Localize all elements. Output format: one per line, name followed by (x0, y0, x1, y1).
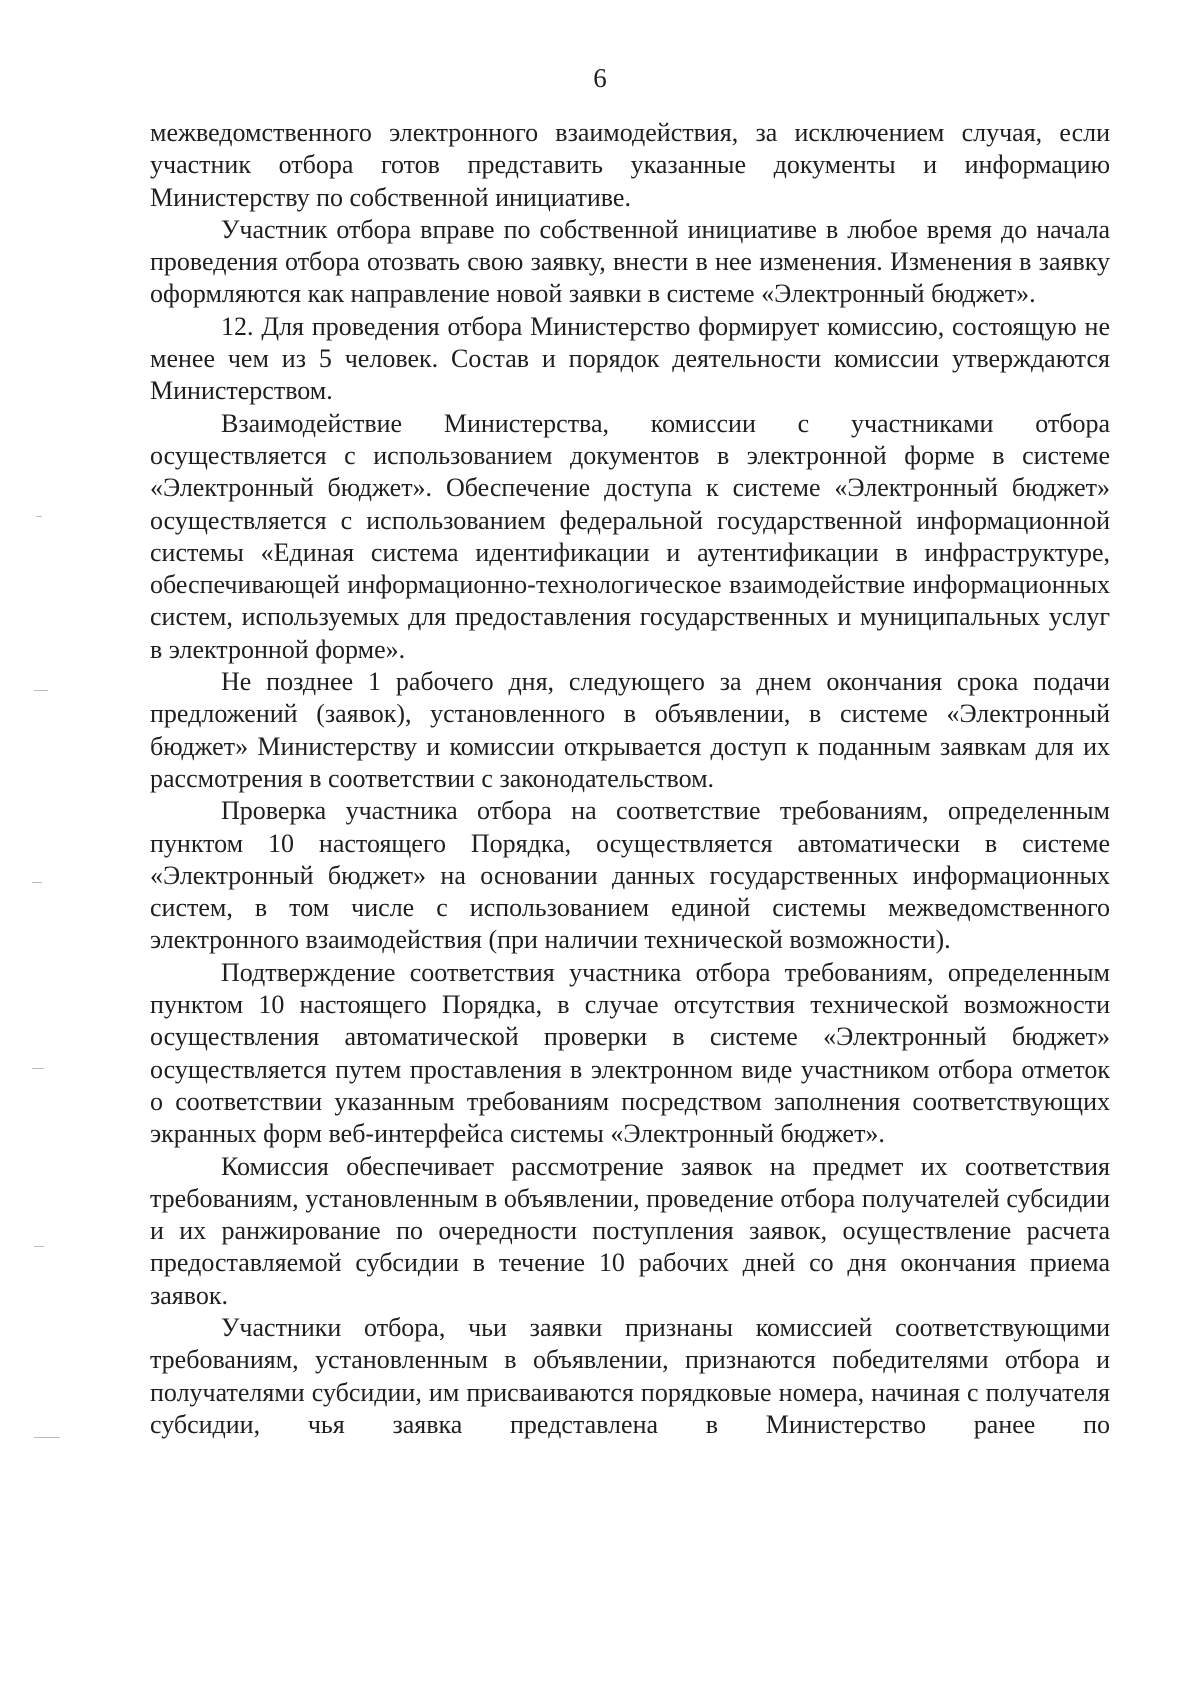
scan-mark (34, 1246, 44, 1247)
paragraph-continuation: межведомственного электронного взаимодействия, за исключением случая, если участник отбора готов представить указанные документы и информацию Министерству по собственной инициативе. (150, 118, 1110, 212)
scan-mark (32, 882, 42, 883)
paragraph-interaction: Взаимодействие Министерства, комиссии с участниками отбора осуществляется с использованием документов в электронной форме в системе «Электронный бюджет». Обеспечение доступа к системе «Электронный бюджет» осуществляется с использованием федеральной государственной информационной системы «Единая система идентификации и аутентификации в инфраструктуре, обеспечивающей информационно-технологическое взаимодействие информационных систем, используемых для предоставления государственных и муниципальных услуг в электронной форме». (150, 408, 1110, 664)
paragraph-winners: Участники отбора, чьи заявки признаны комиссией соответствующими требованиям, установленным в объявлении, признаются победителями отбора и получателями субсидии, им присваиваются порядковые номера, начиная с получателя субсидии, чья заявка представлена в Министерство ранее по (150, 1312, 1110, 1439)
paragraph-access: Не позднее 1 рабочего дня, следующего за днем окончания срока подачи предложений (заявок), установленного в объявлении, в системе «Электронный бюджет» Министерству и комиссии открывается доступ к поданным заявкам для их рассмотрения в соответствии с законодательством. (150, 667, 1110, 793)
paragraph-confirmation: Подтверждение соответствия участника отбора требованиям, определенным пунктом 10 настоящего Порядка, в случае отсутствия технической возможности осуществления автоматической проверки в системе «Электронный бюджет» осуществляется путем проставления в электронном виде участником отбора отметок о соответствии указанным требованиям посредством заполнения соответствующих экранных форм веб-интерфейса системы «Электронный бюджет». (150, 957, 1110, 1149)
scan-margin-marks (14, 0, 74, 1697)
paragraph-withdrawal: Участник отбора вправе по собственной инициативе в любое время до начала проведения отбора отозвать свою заявку, внести в нее изменения. Изменения в заявку оформляются как направление новой заявки в системе «Электронный бюджет». (150, 214, 1110, 309)
scan-mark (34, 1437, 60, 1438)
paragraph-item-12: 12. Для проведения отбора Министерство формирует комиссию, состоящую не менее чем из 5 человек. Состав и порядок деятельности комиссии утверждаются Министерством. (150, 311, 1110, 406)
paragraph-verification: Проверка участника отбора на соответствие требованиям, определенным пунктом 10 настоящего Порядка, осуществляется автоматически в системе «Электронный бюджет» на основании данных государственных информационных систем, в том числе с использованием единой системы межведомственного электронного взаимодействия (при наличии технической возможности). (150, 796, 1110, 955)
paragraph-commission: Комиссия обеспечивает рассмотрение заявок на предмет их соответствия требованиям, установленным в объявлении, проведение отбора получателей субсидии и их ранжирование по очередности поступления заявок, осуществление расчета предоставляемой субсидии в течение 10 рабочих дней со дня окончания приема заявок. (150, 1151, 1110, 1310)
scan-mark (32, 1068, 44, 1069)
scan-mark (36, 516, 42, 517)
document-body (150, 117, 1110, 1441)
page-number: 6 (593, 63, 607, 93)
scan-mark (34, 690, 48, 691)
